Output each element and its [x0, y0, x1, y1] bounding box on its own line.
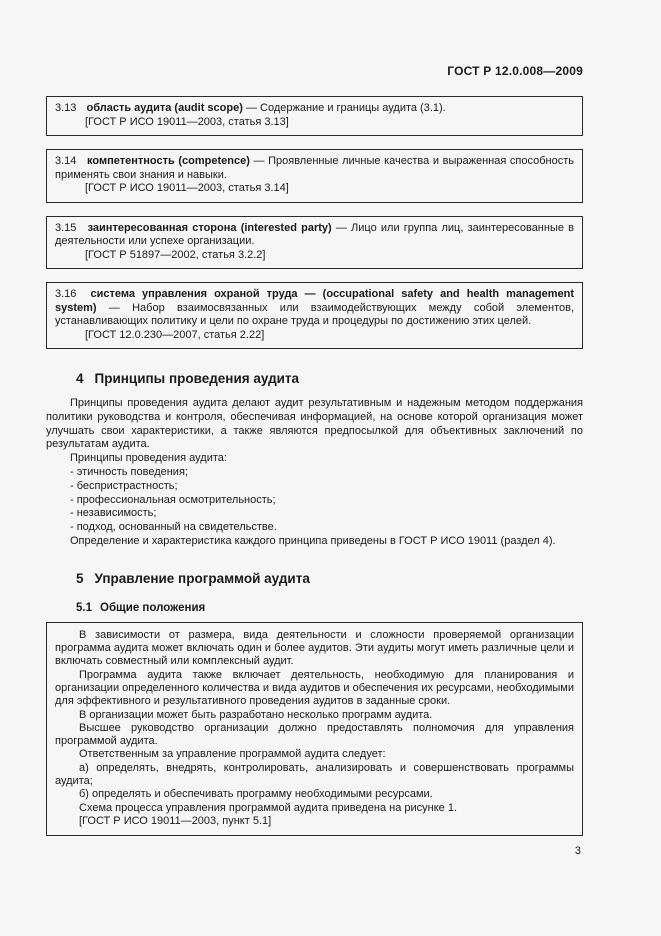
- term-definition: — Проявленные личные качества и выраженная способность применять свои знания и навыки.: [55, 155, 574, 181]
- doc-code-header: ГОСТ Р 12.0.008—2009: [447, 64, 583, 78]
- paragraph: Программа аудита также включает деятельность, необходимую для планирования и организации определенного количества и вида аудитов и обеспечения их ресурсами, необходимыми для эффективного и результативного проведения аудитов в заданные сроки.: [55, 668, 574, 708]
- section-number: 4: [76, 371, 84, 386]
- section-5: [46, 571, 583, 836]
- term-definition: — Содержание и границы аудита (3.1).: [245, 102, 446, 114]
- principle-item: - профессиональная осмотрительность;: [70, 493, 276, 506]
- section-5-heading: [76, 571, 583, 586]
- section-5-1-heading: [76, 602, 583, 614]
- clause-5-1-box: [46, 622, 583, 836]
- term-label: система управления охраной труда — (occupational safety and health management system): [55, 288, 574, 314]
- clause-number: 3.16: [55, 288, 77, 300]
- definition-box-3-13: [46, 96, 583, 136]
- paragraph: Ответственным за управление программой аудита следует:: [79, 748, 386, 761]
- definition-box-3-16: [46, 282, 583, 349]
- term-label: область аудита (audit scope): [86, 102, 243, 114]
- list-item-b: б) определять и обеспечивать программу необходимыми ресурсами.: [79, 788, 433, 801]
- source-reference: [ГОСТ 12.0.230—2007, статья 2.22]: [85, 328, 265, 341]
- paragraph: Высшее руководство организации должно предоставлять полномочия для управления программой аудита.: [55, 721, 574, 748]
- section-title: Принципы проведения аудита: [94, 371, 300, 386]
- source-reference: [ГОСТ Р ИСО 19011—2003, пункт 5.1]: [79, 814, 272, 827]
- paragraph: В организации может быть разработано несколько программ аудита.: [79, 708, 433, 721]
- section-4-heading: [76, 371, 583, 386]
- paragraph: Схема процесса управления программой аудита приведена на рисунке 1.: [79, 801, 458, 814]
- source-reference: [ГОСТ Р 51897—2002, статья 3.2.2]: [85, 248, 266, 261]
- principle-item: - этичность поведения;: [70, 465, 188, 478]
- list-item-a: а) определять, внедрять, контролировать, анализировать и совершенствовать программы аудита;: [55, 761, 574, 788]
- section-title: Управление программой аудита: [94, 570, 310, 586]
- clause-number: 3.13: [55, 102, 77, 114]
- definition-box-3-15: [46, 216, 583, 270]
- subsection-number: 5.1: [76, 601, 92, 614]
- definition-line: [55, 102, 574, 116]
- section-number: 5: [76, 570, 84, 586]
- definition-line: [55, 155, 574, 182]
- term-label: заинтересованная сторона (interested party): [87, 221, 332, 234]
- subsection-title: Общие положения: [100, 601, 206, 614]
- clause-number: 3.15: [55, 221, 77, 234]
- paragraph: Определение и характеристика каждого принципа приведены в ГОСТ Р ИСО 19011 (раздел 4).: [70, 534, 556, 547]
- term-definition: — Лицо или группа лиц, заинтересованные в деятельности или успехе организации.: [55, 221, 575, 247]
- principle-item: - подход, основанный на свидетельстве.: [70, 521, 277, 534]
- definition-line: [55, 222, 574, 249]
- paragraph: Принципы проведения аудита делают аудит результативным и надежным методом поддержания политики руководства и контроля, обеспечивая информацией, на основе которой организация может улучшать свои характеристики, а также являются предпосылкой для объективных заключений по результатам аудита.: [46, 397, 583, 451]
- paragraph: В зависимости от размера, вида деятельности и сложности проверяемой организации программа аудита может включать один и более аудитов. Эти аудиты могут иметь различные цели и включать совместный или комплексный аудит.: [55, 628, 574, 668]
- clause-number: 3.14: [55, 155, 77, 167]
- section-4: [46, 371, 583, 549]
- term-label: компетентность (competence): [87, 155, 250, 167]
- definition-line: [55, 288, 574, 329]
- page-number: 3: [574, 845, 581, 857]
- paragraph: Принципы проведения аудита:: [70, 452, 227, 465]
- principle-item: - беспристрастность;: [70, 479, 178, 492]
- source-reference: [ГОСТ Р ИСО 19011—2003, статья 3.14]: [85, 182, 289, 194]
- term-definition: — Набор взаимосвязанных или взаимодействующих между собой элементов, устанавливающих политику и цели по охране труда и процедуры по достижению этих целей.: [55, 301, 574, 327]
- definition-box-3-14: [46, 149, 583, 203]
- principle-item: - независимость;: [70, 507, 157, 520]
- source-reference: [ГОСТ Р ИСО 19011—2003, статья 3.13]: [85, 115, 289, 128]
